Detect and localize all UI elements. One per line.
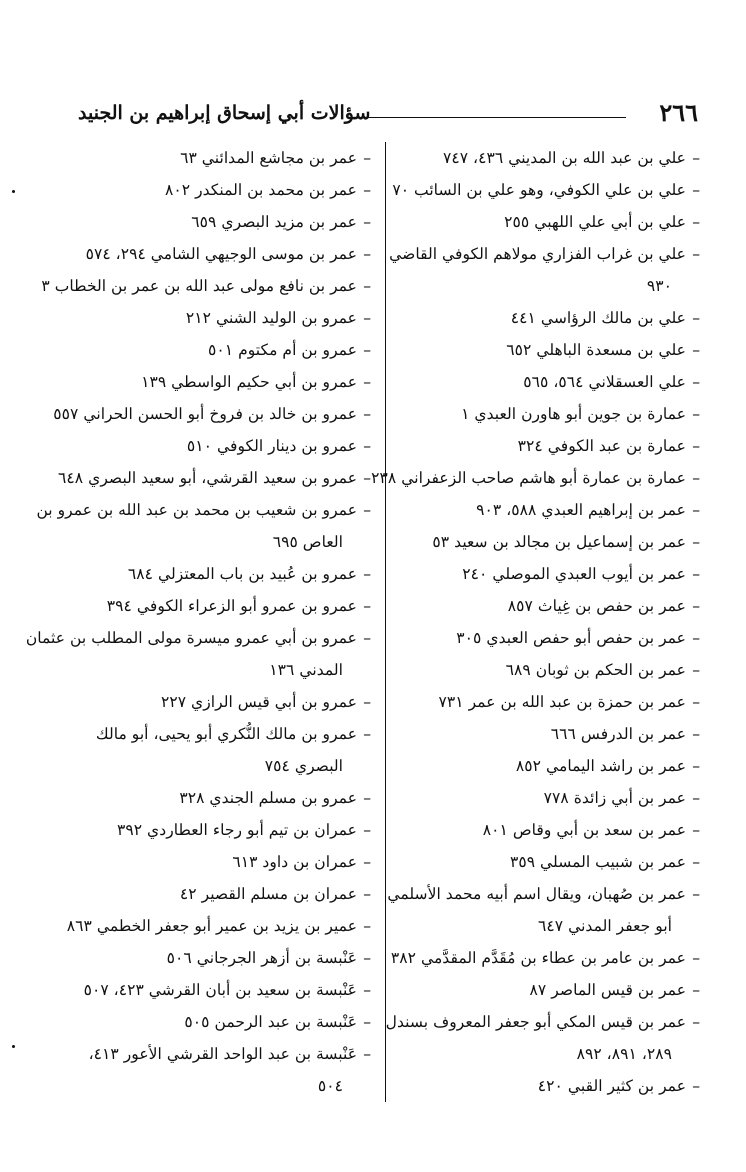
index-entry-text: عَنْبسة بن عبد الرحمن ٥٠٥ <box>184 1013 357 1031</box>
index-entry <box>71 238 371 270</box>
index-entry <box>400 974 700 1006</box>
index-entry-text: عمرو بن أبي قيس الرازي ٢٢٧ <box>160 693 357 711</box>
index-entry <box>71 878 371 910</box>
index-entry-text: عمر بن حفص بن غِياث ٨٥٧ <box>507 597 686 615</box>
index-entry-continuation: ٢٨٩، ٨٩١، ٨٩٢ <box>576 1045 672 1063</box>
margin-mark <box>12 1045 15 1048</box>
index-entry <box>400 302 700 334</box>
index-entry-text: عمر بن نافع مولى عبد الله بن عمر بن الخطاب ٣ <box>41 277 357 295</box>
index-entry <box>71 590 371 622</box>
index-entry-text: عمارة بن عبد الكوفي ٣٢٤ <box>517 437 686 455</box>
index-entry-text: عمران بن تيم أبو رجاء العطاردي ٣٩٢ <box>116 821 357 839</box>
page-number: ٢٦٦ <box>659 98 698 127</box>
index-entry-text: عمرو بن أبي حكيم الواسطي ١٣٩ <box>141 373 357 391</box>
index-entry <box>71 846 371 878</box>
index-entry-text: عَنْبسة بن عبد الواحد القرشي الأعور ٤١٣، <box>88 1045 357 1063</box>
index-entry <box>385 1006 700 1070</box>
index-entry-text: عمر بن أبي زائدة ٧٧٨ <box>543 789 686 807</box>
index-entry-text: عمرو بن الوليد الشني ٢١٢ <box>185 309 357 327</box>
index-entry <box>71 142 371 174</box>
index-entry <box>71 1006 371 1038</box>
index-entry <box>389 238 700 302</box>
index-entry <box>71 942 371 974</box>
index-entry-text: عمير بن يزيد بن عمير أبو جعفر الخطمي ٨٦٣ <box>66 917 357 935</box>
index-entry-text: علي العسقلاني ٥٦٤، ٥٦٥ <box>523 373 686 391</box>
index-entry <box>400 718 700 750</box>
index-entry <box>387 878 700 942</box>
index-entry <box>71 302 371 334</box>
index-entry-text: عمرو بن دينار الكوفي ٥١٠ <box>186 437 357 455</box>
index-entry-text: عمر بن قيس الماصر ٨٧ <box>529 981 686 999</box>
index-entry-text: علي بن أبي علي اللهبي ٢٥٥ <box>504 213 686 231</box>
index-entry-text: عمرو بن مالك النُّكري أبو يحيى، أبو مالك <box>95 725 357 743</box>
index-entry-text: عمر بن مزيد البصري ٦٥٩ <box>191 213 357 231</box>
index-entry-text: عمر بن سعد بن أبي وقاص ٨٠١ <box>482 821 686 839</box>
index-entry <box>71 174 371 206</box>
index-entry-text: علي بن عبد الله بن المديني ٤٣٦، ٧٤٧ <box>442 149 686 167</box>
index-entry <box>400 622 700 654</box>
index-entry <box>400 686 700 718</box>
index-entry <box>400 494 700 526</box>
index-entry <box>53 398 371 430</box>
column-divider <box>385 142 386 1102</box>
index-entry <box>71 206 371 238</box>
index-entry-text: عمرو بن أم مكتوم ٥٠١ <box>208 341 357 359</box>
index-entry <box>400 334 700 366</box>
index-entry-text: عمر بن مجاشع المدائني ٦٣ <box>180 149 357 167</box>
index-entry <box>400 814 700 846</box>
index-entry-text: عمر بن قيس المكي أبو جعفر المعروف بسندل <box>385 1013 686 1031</box>
index-entry-text: عَنْبسة بن أزهر الجرجاني ٥٠٦ <box>166 949 357 967</box>
index-entry-text: عَنْبسة بن سعيد بن أبان القرشي ٤٢٣، ٥٠٧ <box>83 981 357 999</box>
index-entry <box>71 430 371 462</box>
index-entry-text: عمرو بن أبي عمرو ميسرة مولى المطلب بن عثمان <box>25 629 357 647</box>
index-entry <box>400 750 700 782</box>
index-entry <box>400 366 700 398</box>
index-entry <box>66 910 371 942</box>
index-entry-text: عمرو بن عُبيد بن باب المعتزلي ٦٨٤ <box>127 565 357 583</box>
index-entry <box>400 558 700 590</box>
index-entry-text: عمر بن صُهبان، ويقال اسم أبيه محمد الأسلمي <box>387 885 686 903</box>
index-entry <box>400 654 700 686</box>
index-entry <box>71 782 371 814</box>
index-entry <box>71 686 371 718</box>
index-entry <box>41 270 371 302</box>
margin-mark <box>12 190 15 193</box>
page-header <box>78 98 698 134</box>
index-entry-text: عمر بن موسى الوجيهي الشامي ٢٩٤، ٥٧٤ <box>85 245 357 263</box>
index-entry-continuation: البصري ٧٥٤ <box>264 757 343 775</box>
index-entry <box>400 398 700 430</box>
index-entry <box>400 430 700 462</box>
index-entry-text: عمر بن أيوب العبدي الموصلي ٢٤٠ <box>462 565 686 583</box>
index-entry <box>71 974 371 1006</box>
index-entry <box>71 718 371 782</box>
index-entry-text: عمر بن إسماعيل بن مجالد بن سعيد ٥٣ <box>432 533 686 551</box>
index-entry-text: عمر بن كثير القبي ٤٢٠ <box>537 1077 686 1095</box>
index-entry-text: علي بن علي الكوفي، وهو علي بن السائب ٧٠ <box>392 181 686 199</box>
index-entry-text: عمرو بن خالد بن فروخ أبو الحسن الحراني ٥٥٧ <box>53 405 357 423</box>
index-entry-text: عمرو بن عمرو أبو الزعراء الكوفي ٣٩٤ <box>106 597 357 615</box>
index-entry-text: عمر بن راشد اليمامي ٨٥٢ <box>515 757 686 775</box>
index-entry-text: عمر بن حفص أبو حفص العبدي ٣٠٥ <box>456 629 686 647</box>
index-entry <box>71 334 371 366</box>
index-entry <box>400 846 700 878</box>
index-entry-text: عمر بن شبيب المسلي ٣٥٩ <box>509 853 686 871</box>
index-entry-continuation: أبو جعفر المدني ٦٤٧ <box>537 917 672 935</box>
index-entry <box>400 590 700 622</box>
index-entry <box>400 782 700 814</box>
index-entry-text: علي بن مسعدة الباهلي ٦٥٢ <box>506 341 686 359</box>
index-entry-text: عمارة بن عمارة أبو هاشم صاحب الزعفراني ٢٣٨ <box>371 469 686 487</box>
index-entry-text: عمرو بن سعيد القرشي، أبو سعيد البصري ٦٤٨ <box>58 469 357 487</box>
index-entry-text: عمر بن محمد بن المنكدر ٨٠٢ <box>164 181 357 199</box>
index-entry-text: عمر بن عامر بن عطاء بن مُقَدَّم المقدَّمي ٣٨٢ <box>390 949 686 967</box>
index-entry-continuation: المدني ١٣٦ <box>269 661 343 679</box>
index-entry <box>390 942 700 974</box>
index-column-left <box>25 142 371 1102</box>
index-entry <box>400 206 700 238</box>
index-entry <box>400 526 700 558</box>
index-entry <box>71 814 371 846</box>
index-entry <box>71 1038 371 1102</box>
index-entry-text: عمرو بن شعيب بن محمد بن عبد الله بن عمرو بن <box>36 501 357 519</box>
index-entry-continuation: العاص ٦٩٥ <box>272 533 343 551</box>
index-entry-text: عمرو بن مسلم الجندي ٣٢٨ <box>179 789 357 807</box>
index-entry <box>400 142 700 174</box>
index-entry <box>71 558 371 590</box>
index-entry-continuation: ٥٠٤ <box>317 1077 343 1095</box>
index-entry <box>371 462 700 494</box>
running-title: سؤالات أبي إسحاق إبراهيم بن الجنيد <box>78 102 371 124</box>
index-entry <box>25 622 371 686</box>
index-entry <box>71 366 371 398</box>
index-entry-text: عمر بن حمزة بن عبد الله بن عمر ٧٣١ <box>438 693 686 711</box>
index-entry <box>36 494 371 558</box>
index-entry-text: عمارة بن جوين أبو هاورن العبدي ١ <box>461 405 686 423</box>
index-entry <box>400 1070 700 1102</box>
index-entry-text: عمر بن الدرفس ٦٦٦ <box>550 725 686 743</box>
index-entry-text: عمر بن الحكم بن ثوبان ٦٨٩ <box>505 661 686 679</box>
index-entry-text: عمران بن داود ٦١٣ <box>232 853 357 871</box>
index-entry-text: عمران بن مسلم القصير ٤٢ <box>179 885 357 903</box>
index-entry-text: علي بن مالك الرؤاسي ٤٤١ <box>510 309 686 327</box>
index-entry-text: علي بن غراب الفزاري مولاهم الكوفي القاضي <box>389 245 686 263</box>
index-entry-text: عمر بن إبراهيم العبدي ٥٨٨، ٩٠٣ <box>476 501 686 519</box>
index-column-right <box>371 142 700 1102</box>
index-entry <box>58 462 371 494</box>
header-rule <box>350 117 626 118</box>
index-entry-continuation: ٩٣٠ <box>646 277 672 295</box>
index-entry <box>392 174 700 206</box>
